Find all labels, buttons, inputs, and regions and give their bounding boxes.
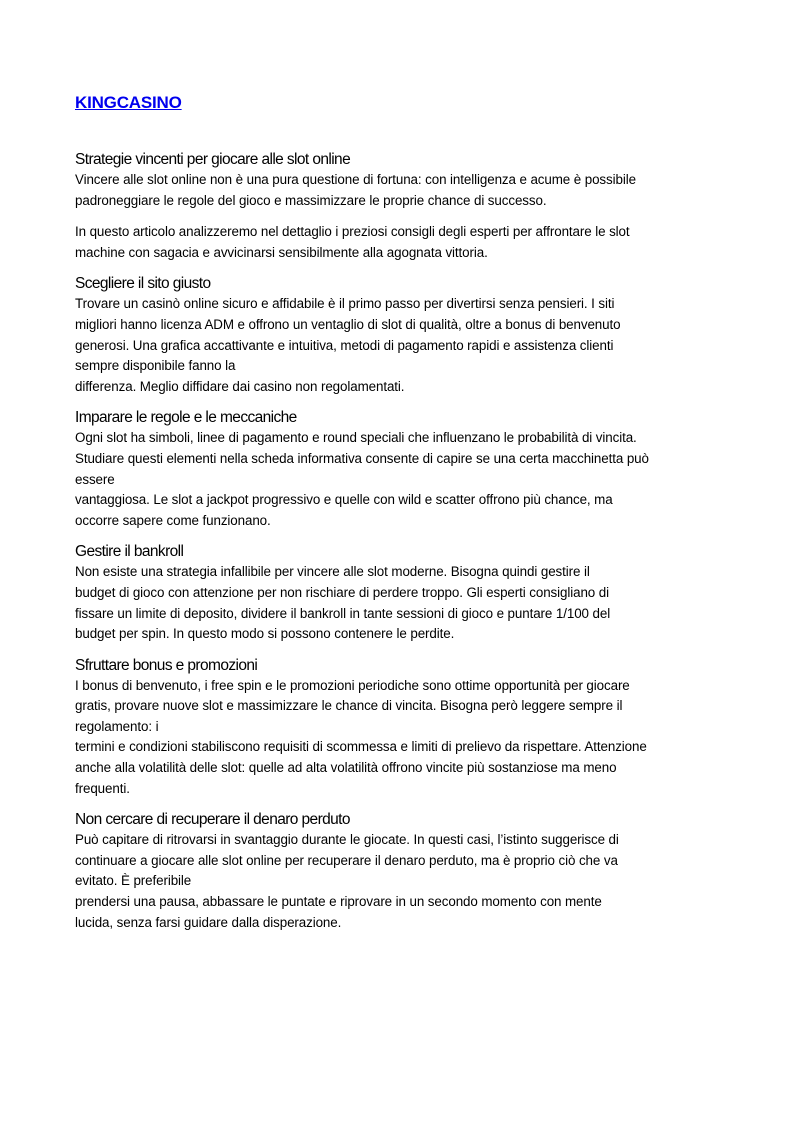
text-line: Vincere alle slot online non è una pura questione di fortuna: con intelligenza e acume è possibile xyxy=(75,172,636,187)
text-line: Studiare questi elementi nella scheda informativa consente di capire se una certa macchinetta può xyxy=(75,450,649,466)
section-bonus xyxy=(75,656,725,800)
text-line: regolamento: i xyxy=(75,718,159,734)
spacer xyxy=(75,263,725,274)
section-imparare xyxy=(75,408,725,531)
text-line: termini e condizioni stabiliscono requisiti di scommessa e limiti di prelievo da rispettare. Attenzione xyxy=(75,739,647,755)
section-heading: Sfruttare bonus e promozioni xyxy=(75,656,258,674)
text-line: budget per spin. In questo modo si possono contenere le perdite. xyxy=(75,626,455,642)
text-line: padroneggiare le regole del gioco e massimizzare le proprie chance di successo. xyxy=(75,192,547,208)
paragraph xyxy=(75,676,725,800)
spacer xyxy=(75,799,725,810)
text-line: Trovare un casinò online sicuro e affidabile è il primo passo per divertirsi senza pensieri. I siti xyxy=(75,296,615,312)
text-line: machine con sagacia e avvicinarsi sensibilmente alla agognata vittoria. xyxy=(75,244,488,260)
section-heading: Strategie vincenti per giocare alle slot online xyxy=(75,151,351,168)
text-line: sempre disponibile fanno la xyxy=(75,358,236,374)
text-line: migliori hanno licenza ADM e offrono un ventaglio di slot di qualità, oltre a bonus di benvenuto xyxy=(75,316,621,332)
text-line: anche alla volatilità delle slot: quelle ad alta volatilità offrono vincite più sostanziose ma meno xyxy=(75,760,617,776)
text-line: occorre sapere come funzionano. xyxy=(75,512,271,528)
text-line: generosi. Una grafica accattivante e intuitiva, metodi di pagamento rapidi e assistenza clienti xyxy=(75,337,614,353)
section-bankroll xyxy=(75,542,725,644)
spacer xyxy=(75,645,725,656)
text-line: I bonus di benvenuto, i free spin e le promozioni periodiche sono ottime opportunità per giocare xyxy=(75,677,630,693)
spacer xyxy=(75,531,725,542)
section-strategie xyxy=(75,150,725,263)
spacer xyxy=(75,397,725,408)
text-line: budget di gioco con attenzione per non rischiare di perdere troppo. Gli esperti consigliano di xyxy=(75,584,610,600)
section-scegliere xyxy=(75,274,725,397)
text-line: evitato. È preferibile xyxy=(75,873,192,889)
text-line: In questo articolo analizzeremo nel dettaglio i preziosi consigli degli esperti per affrontare le slot xyxy=(75,224,630,240)
text-line: differenza. Meglio diffidare dai casino non regolamentati. xyxy=(75,378,405,394)
section-heading: Scegliere il sito giusto xyxy=(75,275,211,293)
text-line: lucida, senza farsi guidare dalla disperazione. xyxy=(75,914,342,930)
paragraph xyxy=(75,830,725,933)
document-page xyxy=(75,92,725,933)
text-line: prendersi una pausa, abbassare le puntate e riprovare in un secondo momento con mente xyxy=(75,894,602,910)
paragraph xyxy=(75,294,725,397)
document-title-link[interactable]: KINGCASINO xyxy=(75,93,182,112)
section-heading: Non cercare di recuperare il denaro perduto xyxy=(75,811,350,829)
section-recuperare xyxy=(75,810,725,933)
text-line: continuare a giocare alle slot online per recuperare il denaro perduto, ma è proprio ciò che va xyxy=(75,852,618,868)
paragraph xyxy=(75,222,725,263)
text-line: essere xyxy=(75,471,115,487)
text-line: gratis, provare nuove slot e massimizzare le chance di vincita. Bisogna però leggere sempre il xyxy=(75,698,623,714)
text-line: vantaggiosa. Le slot a jackpot progressivo e quelle con wild e scatter offrono più chance, ma xyxy=(75,492,613,508)
text-line: fissare un limite di deposito, dividere il bankroll in tante sessioni di gioco e puntare 1/100 del xyxy=(75,605,611,621)
paragraph xyxy=(75,562,725,644)
text-line: Può capitare di ritrovarsi in svantaggio durante le giocate. In questi casi, l’istinto suggerisce di xyxy=(75,832,619,848)
spacer xyxy=(75,211,725,222)
text-line: frequenti. xyxy=(75,780,130,796)
paragraph xyxy=(75,428,725,531)
section-heading: Gestire il bankroll xyxy=(75,543,184,561)
section-heading: Imparare le regole e le meccaniche xyxy=(75,409,297,427)
text-line: Ogni slot ha simboli, linee di pagamento e round speciali che influenzano le probabilità di vincita. xyxy=(75,430,637,446)
text-line: Non esiste una strategia infallibile per vincere alle slot moderne. Bisogna quindi gestire il xyxy=(75,564,590,580)
paragraph xyxy=(75,170,725,211)
